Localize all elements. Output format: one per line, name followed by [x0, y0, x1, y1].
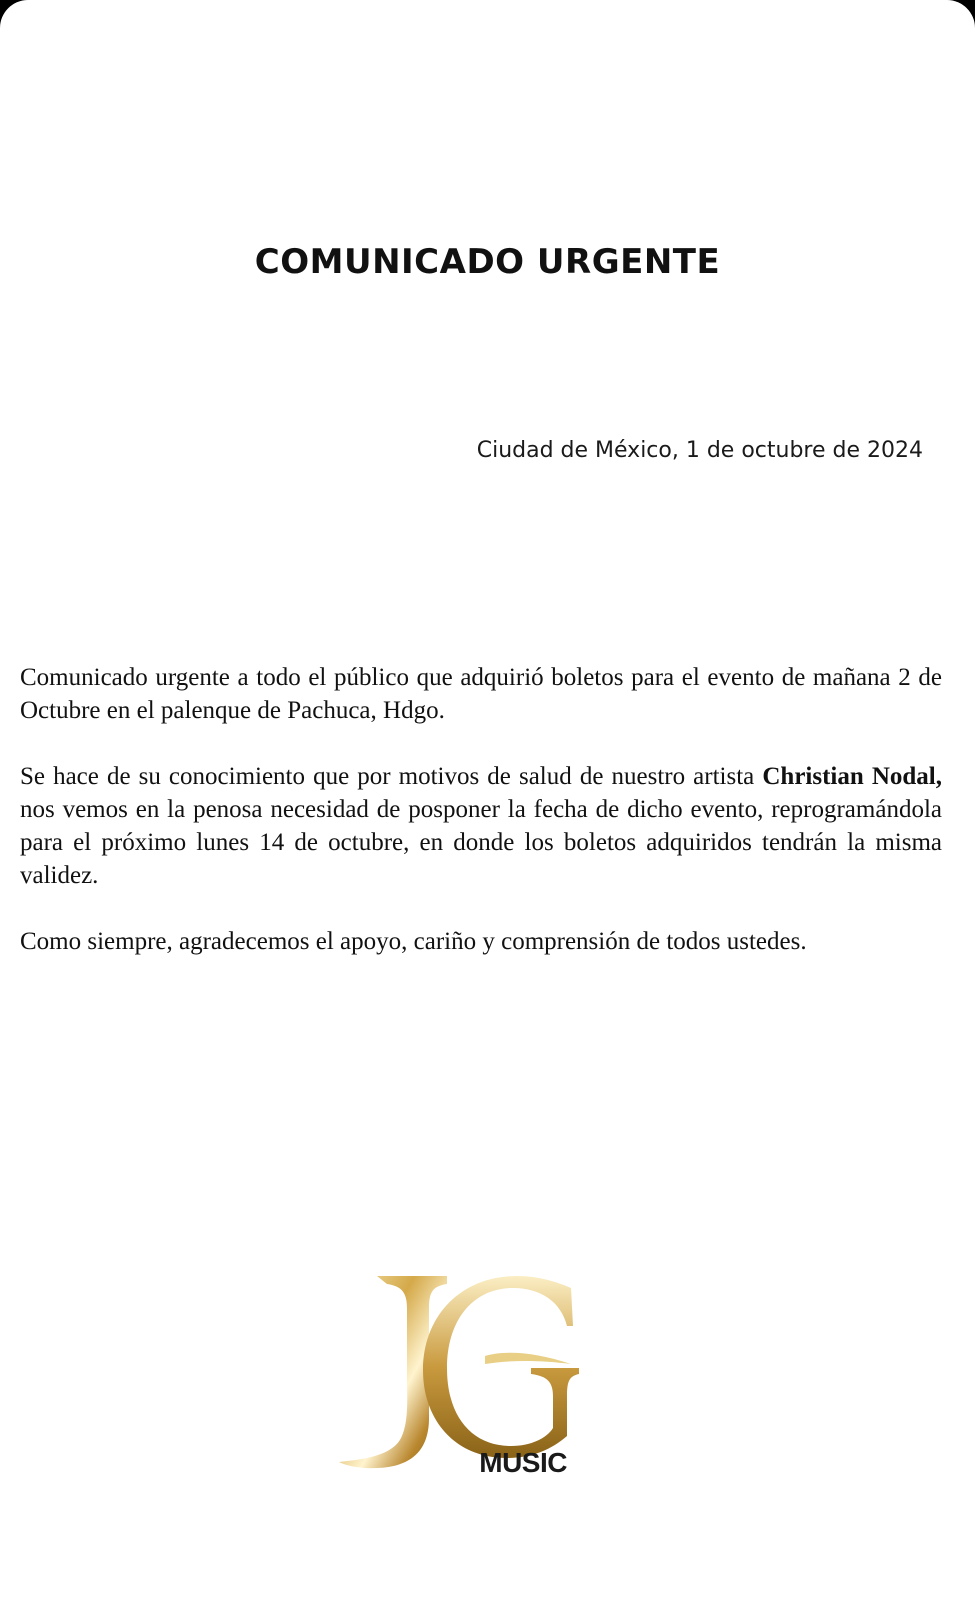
- paragraph-notice: [20, 760, 942, 892]
- paragraph-thanks: Como siempre, agradecemos el apoyo, cariño y comprensión de todos ustedes.: [20, 928, 807, 955]
- logo-swash: [485, 1353, 571, 1364]
- jg-music-logo: [335, 1268, 585, 1483]
- dateline: Ciudad de México, 1 de octubre de 2024: [476, 438, 923, 463]
- page-title: COMUNICADO URGENTE: [254, 242, 721, 282]
- notice-lead: Se hace de su conocimiento que por motivos de salud de nuestro artista: [20, 763, 763, 790]
- artist-name: Christian Nodal,: [762, 763, 942, 790]
- logo-music-word: MUSIC: [479, 1447, 567, 1478]
- notice-rest: nos vemos en la penosa necesidad de posponer la fecha de dicho evento, reprogramándola para el próximo lunes 14 de octubre, en donde los boletos adquiridos tendrán la misma validez.: [20, 796, 942, 889]
- paragraph-intro: Comunicado urgente a todo el público que adquirió boletos para el evento de mañana 2 de Octubre en el palenque de Pachuca, Hdgo.: [20, 664, 942, 724]
- logo-g-shape: [423, 1276, 579, 1458]
- announcement-body: [20, 661, 942, 991]
